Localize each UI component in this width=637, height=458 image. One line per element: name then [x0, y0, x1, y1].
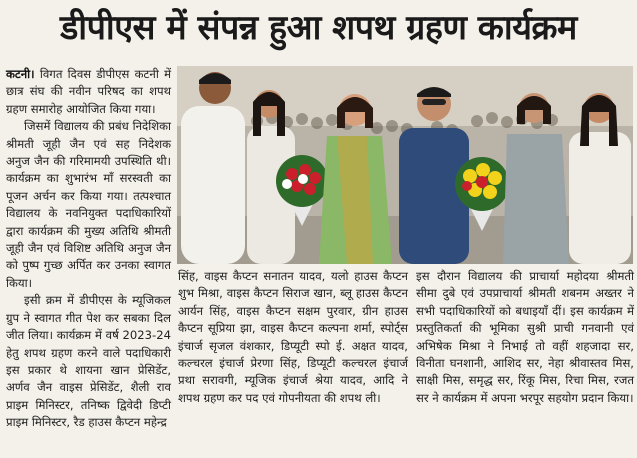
paragraph-text: विगत दिवस डीपीएस कटनी में छात्र संघ की नवीन परिषद का शपथ ग्रहण समारोह आयोजित किया गया।	[6, 67, 171, 116]
article-column-3	[416, 268, 634, 458]
article-paragraph: इसी क्रम में डीपीएस के म्यूजिकल ग्रुप ने स्वागत गीत पेश कर सबका दिल जीत लिया। कार्यक्रम में वर्ष 2023-24 हेतु शपथ ग्रहण करने वाले पदाधिकारी इस प्रकार थे शायना खान प्रेसिडेंट, अर्णव जैन वाइस प्रेसिडेंट, शैली राव प्राइम मिनिस्टर, तनिष्क द्विवेदी डिप्टी प्राइम मिनिस्टर, रैड हाउस कैप्टन महेन्द्र	[6, 293, 171, 430]
headline: डीपीएस में संपन्न हुआ शपथ ग्रहण कार्यक्रम	[60, 8, 577, 48]
article-paragraph	[6, 66, 171, 118]
ceremony-photo-illustration	[177, 66, 633, 264]
article-paragraph: जिसमें विद्यालय की प्रबंध निदेशिका श्रीमती जूही जैन एवं सह निदेशक अनुज जैन की गरिमामयी उपस्थिति थी। कार्यक्रम का शुभारंभ माँ सरस्वती का पूजन अर्चन कर किया गया। तत्पश्चात विद्यालय के नवनियुक्त पदाधिकारियों द्वारा कार्यक्रम की मुख्य अतिथि श्रीमती जूही जैन एवं विशिष्ट अतिथि अनुज जैन को पुष्प गुच्छ अर्पित कर उनका स्वागत किया।	[6, 119, 171, 290]
article-paragraph: सिंह, वाइस कैप्टन सनातन यादव, यलो हाउस कैप्टन शुभ मिश्रा, वाइस कैप्टन सिराज खान, ब्लू हाउस कैप्टन आर्यन सिंह, वाइस कैप्टन सक्षम पुरवार, ग्रीन हाउस कैप्टन सूप्रिया झा, वाइस कैप्टन कल्पना शर्मा, स्पोर्ट्स इंचार्ज सृजल वंशकार, डिप्यूटी स्पो ई. अक्षत यादव, कल्चरल इंचार्ज प्रेरणा सिंह, डिप्यूटी कल्चरल इंचार्ज प्रथा सरावगी, म्यूजिक इंचार्ज श्रेया यादव, आदि ने शपथ ग्रहण कर पद एवं गोपनीयता की शपथ ली।	[178, 269, 408, 405]
dateline: कटनी।	[6, 67, 35, 81]
article-paragraph: इस दौरान विद्यालय की प्राचार्या महोदया श्रीमती सीमा दुबे एवं उपप्राचार्या श्रीमती शबनम अख्तर ने सभी पदाधिकारियों को बधाइयाँ दीं। इस कार्यक्रम में प्रस्तुतिकर्ता की भूमिका सुश्री प्राची गनवानी एवं अभिषेक मिश्रा ने निभाई तो वहीं शहजादा सर, विनीता घनशानी, आशिद सर, नेहा श्रीवास्तव मिस, साक्षी मिस, समृद्ध सर, रिंकू मिस, रिचा मिस, रजत सर ने कार्यक्रम में अपना भरपूर सहयोग प्रदान किया।	[416, 269, 634, 405]
article-column-1	[6, 66, 171, 456]
event-photo	[177, 66, 633, 264]
article-column-2	[178, 268, 408, 458]
photo-back-wall	[177, 66, 633, 126]
